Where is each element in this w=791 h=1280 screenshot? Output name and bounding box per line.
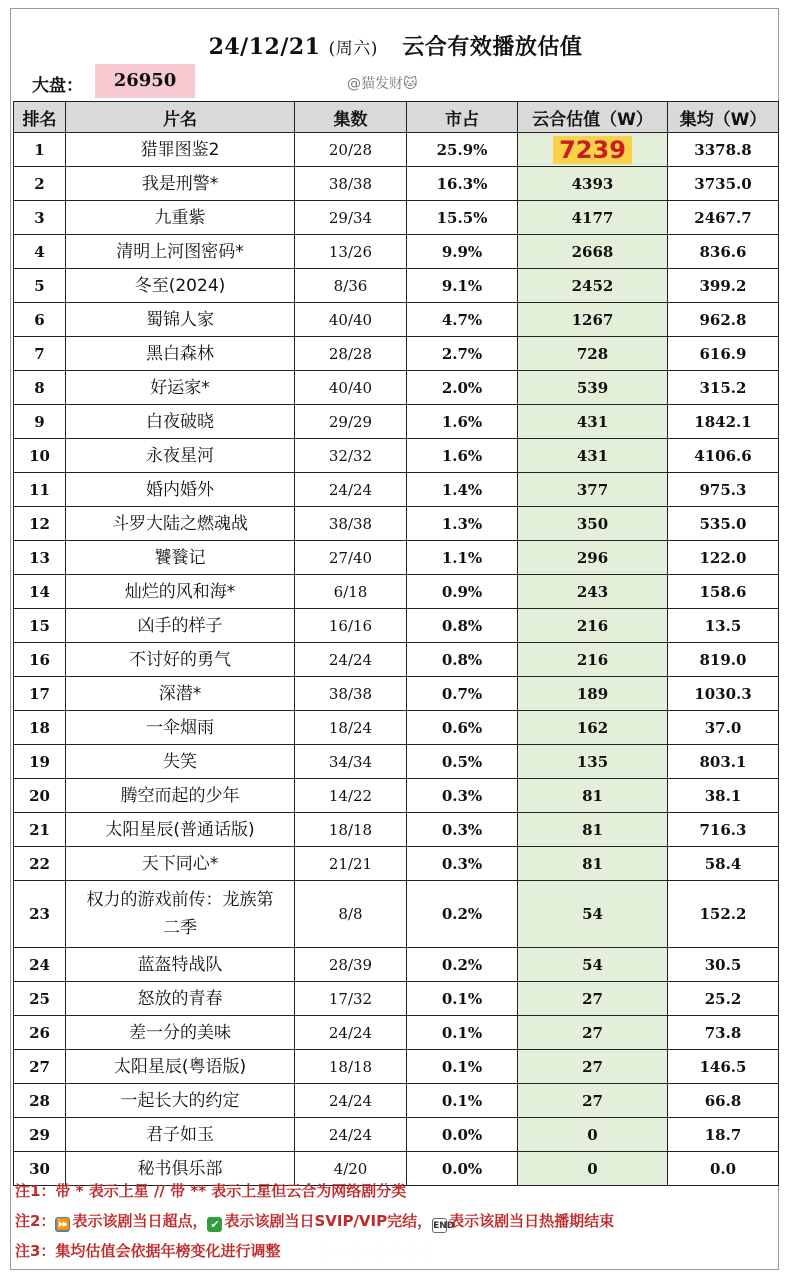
rank-cell: 21 bbox=[14, 813, 66, 847]
rank-cell: 16 bbox=[14, 643, 66, 677]
rank-cell: 1 bbox=[14, 133, 66, 167]
rank-cell: 2 bbox=[14, 167, 66, 201]
value-cell: 4177 bbox=[518, 201, 668, 235]
rank-cell: 17 bbox=[14, 677, 66, 711]
name-cell: 饕餮记 bbox=[66, 541, 295, 575]
table-row bbox=[14, 1084, 779, 1118]
average-cell: 0.0 bbox=[668, 1152, 779, 1186]
rank-cell: 23 bbox=[14, 881, 66, 948]
average-cell: 836.6 bbox=[668, 235, 779, 269]
average-cell: 803.1 bbox=[668, 745, 779, 779]
title-weekday: (周六) bbox=[328, 39, 378, 59]
average-cell: 152.2 bbox=[668, 881, 779, 948]
title-text: 云合有效播放估值 bbox=[402, 34, 583, 60]
episodes-cell: 21/21 bbox=[295, 847, 407, 881]
value-cell: 81 bbox=[518, 813, 668, 847]
watermark: @猫发财🐱 bbox=[347, 76, 418, 92]
name-cell: 九重紫 bbox=[66, 201, 295, 235]
table-row bbox=[14, 1016, 779, 1050]
value-cell: 135 bbox=[518, 745, 668, 779]
rank-cell: 15 bbox=[14, 609, 66, 643]
average-cell: 616.9 bbox=[668, 337, 779, 371]
average-cell: 122.0 bbox=[668, 541, 779, 575]
share-cell: 1.1% bbox=[407, 541, 518, 575]
share-cell: 0.1% bbox=[407, 982, 518, 1016]
rank-cell: 8 bbox=[14, 371, 66, 405]
rank-cell: 4 bbox=[14, 235, 66, 269]
episodes-cell: 8/8 bbox=[295, 881, 407, 948]
rank-cell: 29 bbox=[14, 1118, 66, 1152]
value-cell: 243 bbox=[518, 575, 668, 609]
col-header-rank: 排名 bbox=[14, 102, 66, 133]
average-cell: 819.0 bbox=[668, 643, 779, 677]
episodes-cell: 40/40 bbox=[295, 303, 407, 337]
name-cell: 秘书俱乐部 bbox=[66, 1152, 295, 1186]
episodes-cell: 38/38 bbox=[295, 167, 407, 201]
average-cell: 716.3 bbox=[668, 813, 779, 847]
fast-forward-icon: ⏩ bbox=[56, 1218, 70, 1231]
average-cell: 535.0 bbox=[668, 507, 779, 541]
episodes-cell: 28/39 bbox=[295, 948, 407, 982]
table-row bbox=[14, 167, 779, 201]
share-cell: 16.3% bbox=[407, 167, 518, 201]
title-date: 24/12/21 bbox=[208, 34, 321, 60]
rank-cell: 10 bbox=[14, 439, 66, 473]
rank-cell: 6 bbox=[14, 303, 66, 337]
share-cell: 0.3% bbox=[407, 847, 518, 881]
note-2-prefix: 注2： bbox=[15, 1212, 56, 1230]
name-cell: 猎罪图鉴2 bbox=[66, 133, 295, 167]
table-row bbox=[14, 439, 779, 473]
rank-cell: 18 bbox=[14, 711, 66, 745]
note-2-super: 表示该剧当日超点， bbox=[72, 1212, 208, 1230]
average-cell: 3735.0 bbox=[668, 167, 779, 201]
value-cell: 216 bbox=[518, 609, 668, 643]
table-row bbox=[14, 813, 779, 847]
rank-cell: 3 bbox=[14, 201, 66, 235]
name-cell: 一伞烟雨 bbox=[66, 711, 295, 745]
note-1: 注1：带 * 表示上星 // 带 ** 表示上星但云合为网络剧分类 bbox=[15, 1182, 407, 1200]
name-cell: 蓝盔特战队 bbox=[66, 948, 295, 982]
rank-cell: 7 bbox=[14, 337, 66, 371]
share-cell: 0.2% bbox=[407, 948, 518, 982]
name-cell: 好运家* bbox=[66, 371, 295, 405]
table-row bbox=[14, 948, 779, 982]
share-cell: 1.6% bbox=[407, 439, 518, 473]
value-cell: 189 bbox=[518, 677, 668, 711]
name-cell: 我是刑警* bbox=[66, 167, 295, 201]
value-cell: 0 bbox=[518, 1152, 668, 1186]
name-cell: 白夜破晓 bbox=[66, 405, 295, 439]
average-cell: 18.7 bbox=[668, 1118, 779, 1152]
table-row bbox=[14, 303, 779, 337]
episodes-cell: 38/38 bbox=[295, 677, 407, 711]
share-cell: 1.6% bbox=[407, 405, 518, 439]
value-cell: 539 bbox=[518, 371, 668, 405]
average-cell: 73.8 bbox=[668, 1016, 779, 1050]
name-cell: 黑白森林 bbox=[66, 337, 295, 371]
rank-cell: 11 bbox=[14, 473, 66, 507]
rank-cell: 26 bbox=[14, 1016, 66, 1050]
table-row bbox=[14, 779, 779, 813]
table-row bbox=[14, 847, 779, 881]
rank-cell: 28 bbox=[14, 1084, 66, 1118]
average-cell: 1842.1 bbox=[668, 405, 779, 439]
share-cell: 0.8% bbox=[407, 643, 518, 677]
share-cell: 2.0% bbox=[407, 371, 518, 405]
rank-cell: 13 bbox=[14, 541, 66, 575]
share-cell: 0.2% bbox=[407, 881, 518, 948]
name-cell: 太阳星辰(普通话版) bbox=[66, 813, 295, 847]
episodes-cell: 16/16 bbox=[295, 609, 407, 643]
table-row bbox=[14, 337, 779, 371]
table-row bbox=[14, 745, 779, 779]
value-cell: 377 bbox=[518, 473, 668, 507]
rank-cell: 30 bbox=[14, 1152, 66, 1186]
episodes-cell: 18/24 bbox=[295, 711, 407, 745]
value-cell: 350 bbox=[518, 507, 668, 541]
page-title bbox=[0, 30, 791, 61]
dapan-label: 大盘： bbox=[32, 76, 83, 96]
value-cell: 81 bbox=[518, 779, 668, 813]
share-cell: 0.1% bbox=[407, 1050, 518, 1084]
value-cell: 27 bbox=[518, 1016, 668, 1050]
table-body bbox=[14, 133, 779, 1186]
episodes-cell: 38/38 bbox=[295, 507, 407, 541]
episodes-cell: 32/32 bbox=[295, 439, 407, 473]
name-cell: 怒放的青春 bbox=[66, 982, 295, 1016]
name-cell: 灿烂的风和海* bbox=[66, 575, 295, 609]
episodes-cell: 8/36 bbox=[295, 269, 407, 303]
name-cell: 一起长大的约定 bbox=[66, 1084, 295, 1118]
table-row bbox=[14, 405, 779, 439]
rank-cell: 22 bbox=[14, 847, 66, 881]
rank-cell: 14 bbox=[14, 575, 66, 609]
name-cell: 差一分的美味 bbox=[66, 1016, 295, 1050]
average-cell: 38.1 bbox=[668, 779, 779, 813]
note-3: 注3：集均估值会依据年榜变化进行调整 bbox=[15, 1242, 281, 1260]
top-value-highlight: 7239 bbox=[553, 136, 632, 164]
average-cell: 4106.6 bbox=[668, 439, 779, 473]
average-cell: 1030.3 bbox=[668, 677, 779, 711]
value-cell: 2668 bbox=[518, 235, 668, 269]
episodes-cell: 14/22 bbox=[295, 779, 407, 813]
name-cell: 冬至(2024) bbox=[66, 269, 295, 303]
share-cell: 0.9% bbox=[407, 575, 518, 609]
table-row bbox=[14, 133, 779, 167]
average-cell: 30.5 bbox=[668, 948, 779, 982]
episodes-cell: 40/40 bbox=[295, 371, 407, 405]
value-cell: 728 bbox=[518, 337, 668, 371]
table-row bbox=[14, 541, 779, 575]
share-cell: 1.4% bbox=[407, 473, 518, 507]
episodes-cell: 34/34 bbox=[295, 745, 407, 779]
share-cell: 4.7% bbox=[407, 303, 518, 337]
value-cell: 431 bbox=[518, 439, 668, 473]
episodes-cell: 20/28 bbox=[295, 133, 407, 167]
table-row bbox=[14, 881, 779, 948]
episodes-cell: 24/24 bbox=[295, 1084, 407, 1118]
episodes-cell: 6/18 bbox=[295, 575, 407, 609]
average-cell: 158.6 bbox=[668, 575, 779, 609]
value-cell: 216 bbox=[518, 643, 668, 677]
episodes-cell: 24/24 bbox=[295, 473, 407, 507]
share-cell: 2.7% bbox=[407, 337, 518, 371]
name-cell: 永夜星河 bbox=[66, 439, 295, 473]
episodes-cell: 24/24 bbox=[295, 643, 407, 677]
name-cell: 太阳星辰(粤语版) bbox=[66, 1050, 295, 1084]
value-cell: 81 bbox=[518, 847, 668, 881]
episodes-cell: 29/34 bbox=[295, 201, 407, 235]
table-row bbox=[14, 473, 779, 507]
name-cell: 腾空而起的少年 bbox=[66, 779, 295, 813]
average-cell: 399.2 bbox=[668, 269, 779, 303]
end-arrow-icon: END bbox=[432, 1218, 447, 1233]
share-cell: 0.0% bbox=[407, 1152, 518, 1186]
share-cell: 25.9% bbox=[407, 133, 518, 167]
average-cell: 962.8 bbox=[668, 303, 779, 337]
table-header-row bbox=[14, 102, 779, 133]
share-cell: 0.1% bbox=[407, 1084, 518, 1118]
share-cell: 0.7% bbox=[407, 677, 518, 711]
value-cell: 27 bbox=[518, 982, 668, 1016]
table-row bbox=[14, 1050, 779, 1084]
value-cell: 2452 bbox=[518, 269, 668, 303]
note-2-done: 表示该剧当日SVIP/VIP完结， bbox=[224, 1212, 433, 1230]
average-cell: 3378.8 bbox=[668, 133, 779, 167]
episodes-cell: 18/18 bbox=[295, 1050, 407, 1084]
ratings-table bbox=[13, 101, 779, 1186]
share-cell: 9.9% bbox=[407, 235, 518, 269]
table-row bbox=[14, 609, 779, 643]
episodes-cell: 13/26 bbox=[295, 235, 407, 269]
episodes-cell: 18/18 bbox=[295, 813, 407, 847]
table-row bbox=[14, 982, 779, 1016]
value-cell: 4393 bbox=[518, 167, 668, 201]
table-row bbox=[14, 269, 779, 303]
rank-cell: 25 bbox=[14, 982, 66, 1016]
col-header-value: 云合估值（W） bbox=[518, 102, 668, 133]
rank-cell: 27 bbox=[14, 1050, 66, 1084]
name-cell: 深潜* bbox=[66, 677, 295, 711]
episodes-cell: 27/40 bbox=[295, 541, 407, 575]
table-row bbox=[14, 507, 779, 541]
name-cell: 凶手的样子 bbox=[66, 609, 295, 643]
table-row bbox=[14, 575, 779, 609]
name-cell: 斗罗大陆之燃魂战 bbox=[66, 507, 295, 541]
table-row bbox=[14, 201, 779, 235]
share-cell: 0.8% bbox=[407, 609, 518, 643]
dapan-value: 26950 bbox=[95, 64, 195, 98]
rank-cell: 24 bbox=[14, 948, 66, 982]
checkmark-icon: ✔ bbox=[207, 1217, 222, 1232]
name-cell: 清明上河图密码* bbox=[66, 235, 295, 269]
note-2-end: 表示该剧当日热播期结束 bbox=[449, 1212, 615, 1230]
share-cell: 0.5% bbox=[407, 745, 518, 779]
average-cell: 975.3 bbox=[668, 473, 779, 507]
value-cell: 1267 bbox=[518, 303, 668, 337]
value-cell: 431 bbox=[518, 405, 668, 439]
episodes-cell: 4/20 bbox=[295, 1152, 407, 1186]
value-cell bbox=[518, 133, 668, 167]
episodes-cell: 29/29 bbox=[295, 405, 407, 439]
table-row bbox=[14, 677, 779, 711]
episodes-cell: 17/32 bbox=[295, 982, 407, 1016]
col-header-name: 片名 bbox=[66, 102, 295, 133]
table-row bbox=[14, 371, 779, 405]
table-row bbox=[14, 711, 779, 745]
average-cell: 58.4 bbox=[668, 847, 779, 881]
value-cell: 54 bbox=[518, 881, 668, 948]
rank-cell: 9 bbox=[14, 405, 66, 439]
value-cell: 54 bbox=[518, 948, 668, 982]
name-cell: 君子如玉 bbox=[66, 1118, 295, 1152]
rank-cell: 19 bbox=[14, 745, 66, 779]
share-cell: 0.3% bbox=[407, 779, 518, 813]
share-cell: 0.1% bbox=[407, 1016, 518, 1050]
name-cell: 婚内婚外 bbox=[66, 473, 295, 507]
value-cell: 0 bbox=[518, 1118, 668, 1152]
average-cell: 37.0 bbox=[668, 711, 779, 745]
share-cell: 9.1% bbox=[407, 269, 518, 303]
table-row bbox=[14, 1118, 779, 1152]
average-cell: 13.5 bbox=[668, 609, 779, 643]
name-cell: 天下同心* bbox=[66, 847, 295, 881]
name-cell: 蜀锦人家 bbox=[66, 303, 295, 337]
col-header-episodes: 集数 bbox=[295, 102, 407, 133]
col-header-share: 市占 bbox=[407, 102, 518, 133]
episodes-cell: 24/24 bbox=[295, 1016, 407, 1050]
share-cell: 15.5% bbox=[407, 201, 518, 235]
episodes-cell: 28/28 bbox=[295, 337, 407, 371]
share-cell: 0.0% bbox=[407, 1118, 518, 1152]
name-cell: 失笑 bbox=[66, 745, 295, 779]
rank-cell: 5 bbox=[14, 269, 66, 303]
name-cell: 权力的游戏前传：龙族第二季 bbox=[66, 881, 295, 948]
value-cell: 162 bbox=[518, 711, 668, 745]
blur-overlay bbox=[318, 1240, 438, 1264]
average-cell: 2467.7 bbox=[668, 201, 779, 235]
name-cell: 不讨好的勇气 bbox=[66, 643, 295, 677]
note-2 bbox=[13, 1206, 778, 1236]
average-cell: 25.2 bbox=[668, 982, 779, 1016]
value-cell: 27 bbox=[518, 1084, 668, 1118]
value-cell: 27 bbox=[518, 1050, 668, 1084]
col-header-average: 集均（W） bbox=[668, 102, 779, 133]
value-cell: 296 bbox=[518, 541, 668, 575]
share-cell: 0.3% bbox=[407, 813, 518, 847]
rank-cell: 20 bbox=[14, 779, 66, 813]
table-row bbox=[14, 643, 779, 677]
episodes-cell: 24/24 bbox=[295, 1118, 407, 1152]
table-row bbox=[14, 235, 779, 269]
share-cell: 0.6% bbox=[407, 711, 518, 745]
average-cell: 66.8 bbox=[668, 1084, 779, 1118]
share-cell: 1.3% bbox=[407, 507, 518, 541]
average-cell: 315.2 bbox=[668, 371, 779, 405]
average-cell: 146.5 bbox=[668, 1050, 779, 1084]
rank-cell: 12 bbox=[14, 507, 66, 541]
